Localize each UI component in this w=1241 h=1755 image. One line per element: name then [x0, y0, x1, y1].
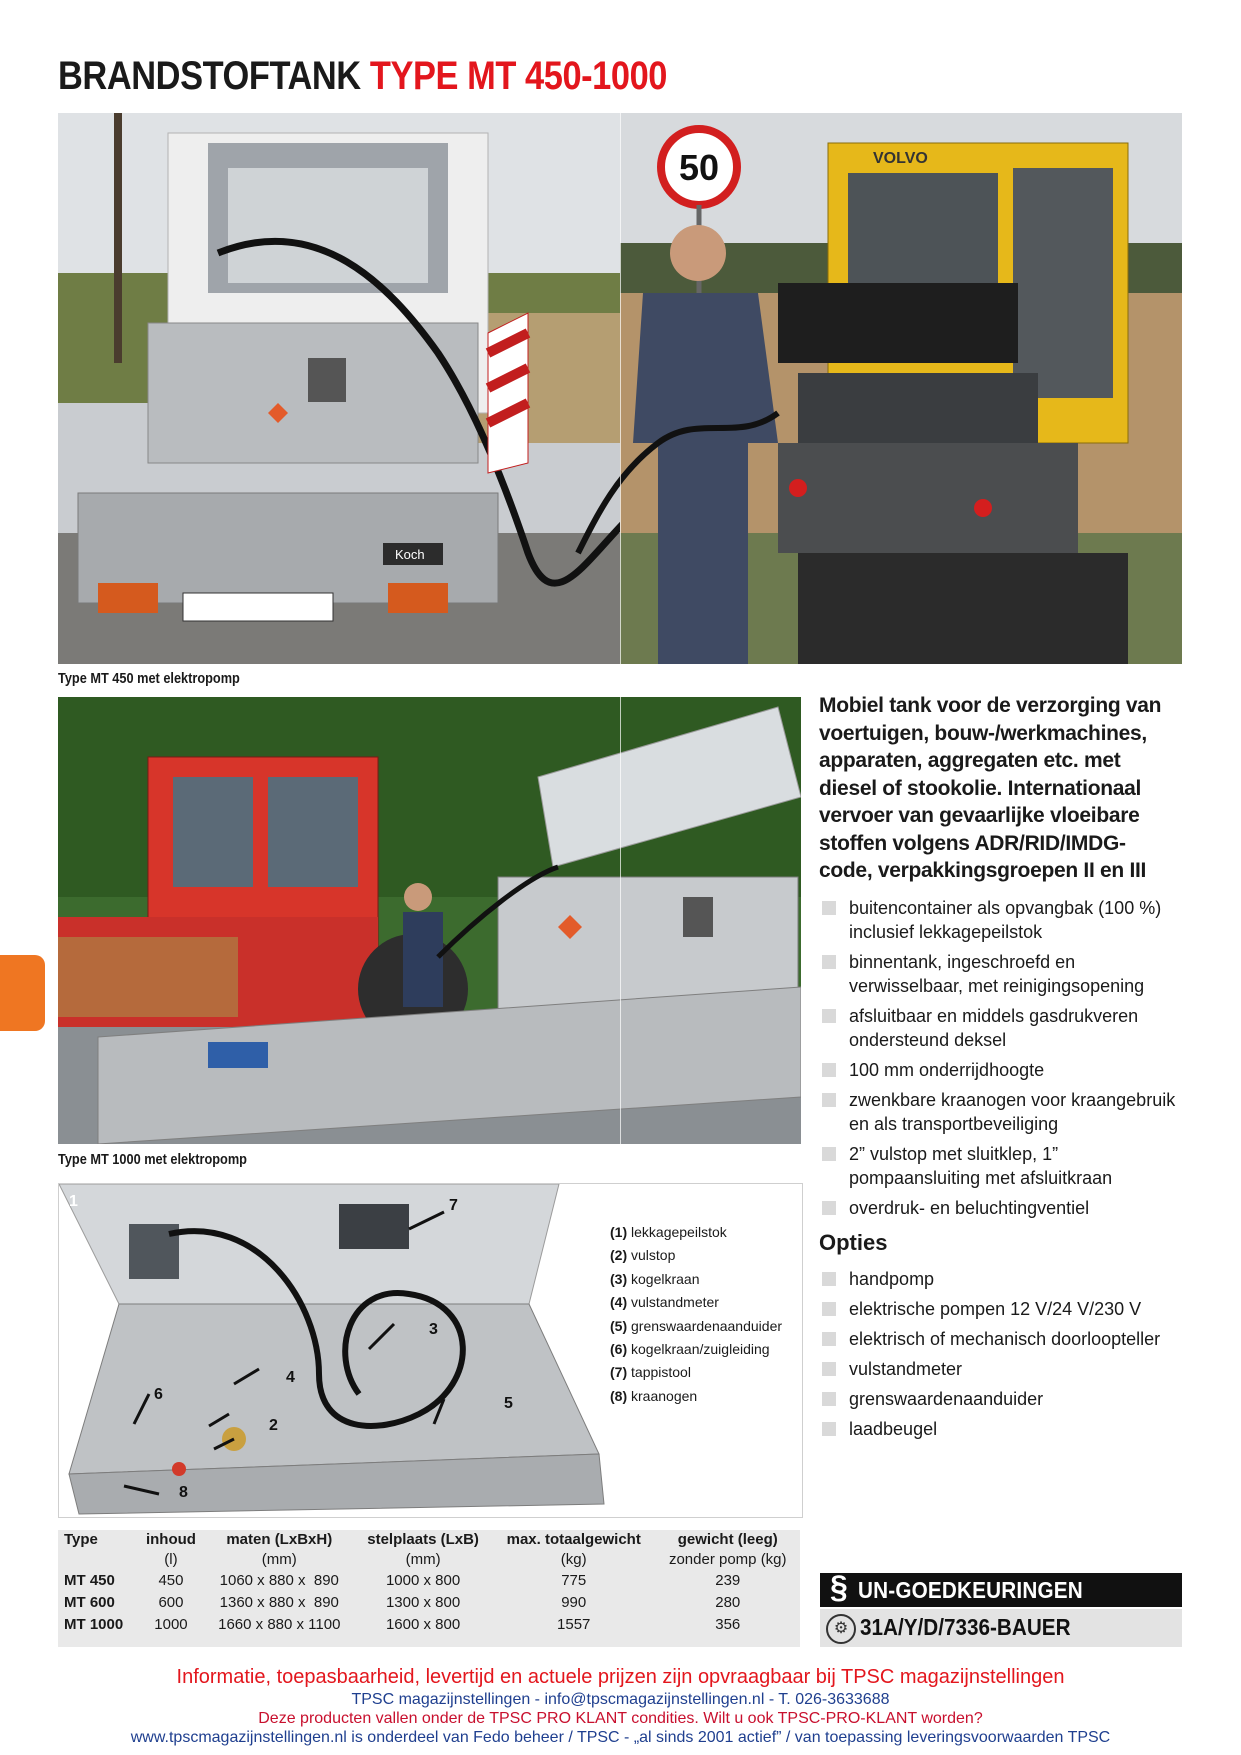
marker-4: 4 — [286, 1369, 295, 1386]
title-black: BRANDSTOFTANK — [58, 54, 361, 98]
list-item: 100 mm onderrijdhoogte — [822, 1058, 1182, 1082]
square-bullet-icon — [822, 1362, 836, 1376]
table-row: MT 600 600 1360 x 880 x 890 1300 x 800 990 280 — [64, 1594, 741, 1611]
diagram-legend — [610, 1221, 782, 1408]
photo-middle-mt1000 — [58, 697, 801, 1144]
marker-3: 3 — [429, 1321, 438, 1338]
table-row: MT 450 450 1060 x 880 x 890 1000 x 800 775 239 — [64, 1572, 741, 1589]
list-item: zwenkbare kraanogen voor kraangebruik en als transportbeveiliging — [822, 1088, 1182, 1136]
spec-table — [58, 1530, 800, 1636]
speed-sign-text: 50 — [678, 147, 720, 188]
col-subheader: (mm) — [405, 1551, 441, 1568]
col-subheader — [58, 1550, 138, 1570]
list-item: afsluitbaar en middels gasdrukveren ondersteund deksel — [822, 1004, 1182, 1052]
legend-item: (3) kogelkraan — [610, 1270, 700, 1287]
list-item: vulstandmeter — [822, 1357, 1182, 1381]
marker-1: 1 — [69, 1193, 78, 1210]
table-subheader-row — [58, 1550, 800, 1570]
opties-list — [822, 1267, 1182, 1447]
square-bullet-icon — [822, 1009, 836, 1023]
table-row: MT 1000 1000 1660 x 880 x 1100 1600 x 800 1557 356 — [64, 1616, 741, 1633]
un-code-row — [820, 1609, 1182, 1647]
list-item: handpomp — [822, 1267, 1182, 1291]
legend-item: (6) kogelkraan/zuigleiding — [610, 1341, 770, 1358]
square-bullet-icon — [822, 1422, 836, 1436]
list-item: 2” vulstop met sluitklep, 1” pompaansluiting met afsluitkraan — [822, 1142, 1182, 1190]
square-bullet-icon — [822, 1093, 836, 1107]
legend-item: (7) tappistool — [610, 1364, 691, 1381]
opties-heading: Opties — [819, 1230, 888, 1255]
footer-pro-klant: Deze producten vallen onder de TPSC PRO KLANT condities. Wilt u ook TPSC-PRO-KLANT worden? — [258, 1710, 983, 1727]
title-red: TYPE MT 450-1000 — [369, 54, 667, 98]
un-code: 31A/Y/D/7336-BAUER — [860, 1614, 1071, 1640]
col-subheader: (mm) — [261, 1551, 297, 1568]
marker-8: 8 — [179, 1484, 188, 1501]
table-header-row — [58, 1530, 800, 1550]
list-item: binnentank, ingeschroefd en verwisselbaar, met reinigingsopening — [822, 950, 1182, 998]
feature-list — [822, 896, 1182, 1226]
col-subheader: zonder pomp (kg) — [668, 1551, 787, 1568]
square-bullet-icon — [822, 1332, 836, 1346]
col-subheader: (l) — [164, 1551, 178, 1568]
caption-middle-photo: Type MT 1000 met elektropomp — [58, 1151, 247, 1168]
intro-text: Mobiel tank voor de verzorging van voertuigen, bouw-/werkmachines, apparaten, aggregaten etc. met diesel of stookolie. Internationaal vervoer van gevaarlijke vloeibare stoffen volgens ADR/RID/IMDG-code, verpakkingsgroepen II en III — [819, 694, 1162, 882]
marker-6: 6 — [154, 1386, 163, 1403]
col-header: inhoud — [145, 1531, 196, 1548]
caption-top-photo: Type MT 450 met elektropomp — [58, 670, 240, 687]
square-bullet-icon — [822, 1272, 836, 1286]
col-header: stelplaats (LxB) — [367, 1531, 479, 1548]
photo-top-mt450 — [58, 113, 1182, 664]
square-bullet-icon — [822, 1147, 836, 1161]
trailer-brand: Koch — [395, 547, 425, 562]
square-bullet-icon — [822, 1063, 836, 1077]
square-bullet-icon — [822, 955, 836, 969]
list-item: overdruk- en beluchtingventiel — [822, 1196, 1182, 1220]
footer-contact: TPSC magazijnstellingen - info@tpscmagazijnstellingen.nl - T. 026-3633688 — [351, 1691, 890, 1708]
excavator-brand: VOLVO — [873, 150, 928, 167]
footer-info: Informatie, toepasbaarheid, levertijd en actuele prijzen zijn opvraagbaar bij TPSC magazijnstellingen — [176, 1666, 1065, 1688]
square-bullet-icon — [822, 1201, 836, 1215]
legend-item: (8) kraanogen — [610, 1387, 698, 1404]
marker-2: 2 — [269, 1417, 278, 1434]
col-header: gewicht (leeg) — [677, 1531, 778, 1548]
square-bullet-icon — [822, 1302, 836, 1316]
col-header: max. totaalgewicht — [506, 1531, 641, 1548]
col-subheader: (kg) — [560, 1551, 587, 1568]
page-title — [58, 52, 667, 100]
legend-item: (2) vulstop — [610, 1247, 676, 1264]
orange-page-tab — [0, 955, 45, 1031]
un-approvals-title: UN-GOEDKEURINGEN — [858, 1577, 1083, 1603]
paragraph-icon: § — [830, 1569, 848, 1605]
footer-website: www.tpscmagazijnstellingen.nl is onderdeel van Fedo beheer / TPSC - „al sinds 2001 actief” / van toepassing leveringsvoorwaarden TPSC — [130, 1729, 1111, 1746]
legend-item: (1) lekkagepeilstok — [610, 1224, 727, 1240]
list-item: buitencontainer als opvangbak (100 %) inclusief lekkagepeilstok — [822, 896, 1182, 944]
col-header: maten (LxBxH) — [226, 1531, 333, 1548]
un-approvals-banner — [820, 1569, 1182, 1607]
square-bullet-icon — [822, 1392, 836, 1406]
legend-item: (4) vulstandmeter — [610, 1294, 719, 1311]
marker-7: 7 — [449, 1197, 458, 1214]
col-header: Type — [64, 1531, 98, 1548]
un-mark-icon: ⚙ — [826, 1614, 856, 1644]
legend-item: (5) grenswaardenaanduider — [610, 1317, 783, 1334]
marker-5: 5 — [504, 1395, 513, 1412]
square-bullet-icon — [822, 901, 836, 915]
list-item: elektrisch of mechanisch doorloopteller — [822, 1327, 1182, 1351]
list-item: laadbeugel — [822, 1417, 1182, 1441]
list-item: elektrische pompen 12 V/24 V/230 V — [822, 1297, 1182, 1321]
list-item: grenswaardenaanduider — [822, 1387, 1182, 1411]
